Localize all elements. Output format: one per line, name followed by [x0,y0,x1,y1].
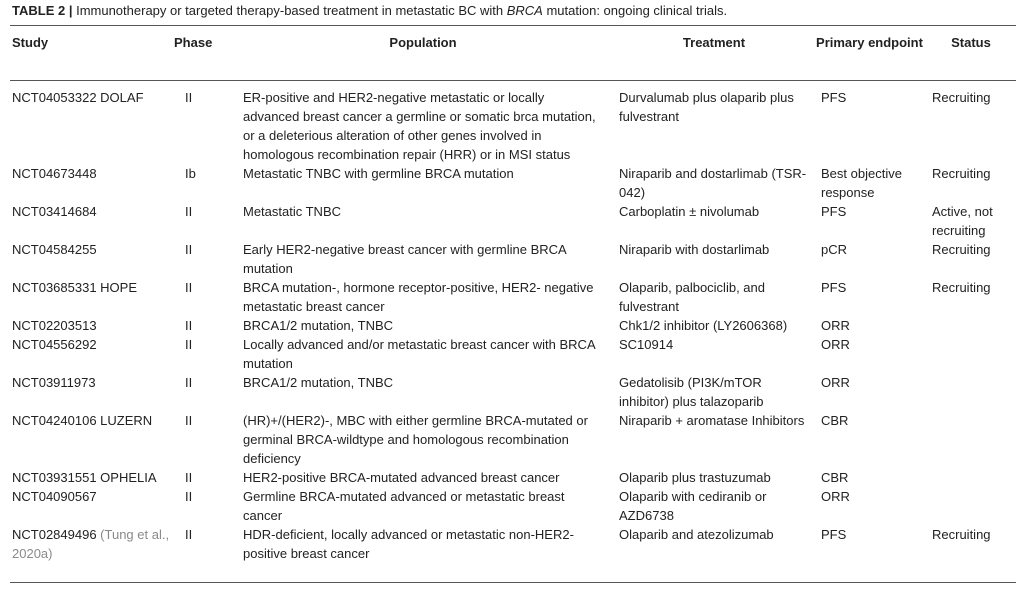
phase-value: II [185,413,193,428]
study-cell [10,335,170,373]
treatment-cell: Durvalumab plus olaparib plus fulvestrant [619,90,794,124]
table-header-row [10,30,1016,80]
population-cell: ER-positive and HER2-negative metastatic or locally advanced breast cancer a germline or somatic brca mutation, or a deleterious alteration of other genes involved in homologous recombination repair (HRR) or in MSI status [243,90,596,162]
population-cell: Metastatic TNBC [243,204,342,219]
table-row [10,335,1016,373]
phase-cell [170,278,231,316]
endpoint-cell: PFS [821,90,847,105]
population-cell: (HR)+/(HER2)-, MBC with either germline BRCA-mutated or germinal BRCA-wildtype and homologous recombination deficiency [243,413,588,466]
phase-value: Ib [185,166,196,181]
study-cell [10,240,170,278]
status-cell [926,373,1016,411]
table-row [10,487,1016,525]
study-id: NCT04556292 [12,337,97,352]
treatment-cell: Olaparib, palbociclib, and fulvestrant [619,280,765,314]
status-cell [926,487,1016,525]
phase-value: II [185,375,193,390]
header-population: Population [389,35,457,50]
top-rule [10,25,1016,26]
endpoint-cell: PFS [821,204,847,219]
population-cell: HER2-positive BRCA-mutated advanced breast cancer [243,470,560,485]
study-id: NCT04673448 [12,166,97,181]
phase-value: II [185,470,193,485]
population-cell: BRCA mutation-, hormone receptor-positive, HER2- negative metastatic breast cancer [243,280,594,314]
status-cell: Recruiting [932,242,991,257]
endpoint-cell: PFS [821,527,847,542]
endpoint-cell: ORR [821,337,850,352]
table-row [10,525,1016,563]
header-phase: Phase [174,35,213,50]
treatment-cell: Niraparib with dostarlimab [619,242,770,257]
table-row [10,80,1016,164]
phase-cell [170,411,231,468]
phase-value: II [185,280,193,295]
phase-cell [170,487,231,525]
treatment-cell: Olaparib plus trastuzumab [619,470,771,485]
phase-cell [170,80,231,164]
population-cell: Germline BRCA-mutated advanced or metastatic breast cancer [243,489,565,523]
study-id: NCT02849496 [12,527,97,542]
endpoint-cell: pCR [821,242,848,257]
phase-value: II [185,318,193,333]
treatment-cell: Olaparib with cediranib or AZD6738 [619,489,767,523]
population-cell: Metastatic TNBC with germline BRCA mutation [243,166,514,181]
table-row [10,468,1016,487]
study-cell [10,164,170,202]
bottom-rule [10,582,1016,583]
treatment-cell: Chk1/2 inhibitor (LY2606368) [619,318,788,333]
treatment-cell: Niraparib + aromatase Inhibitors [619,413,805,428]
endpoint-cell: CBR [821,413,849,428]
study-cell [10,373,170,411]
treatment-cell: SC10914 [619,337,674,352]
population-cell: Early HER2-negative breast cancer with germline BRCA mutation [243,242,566,276]
table-caption [12,3,1012,19]
study-id: NCT03911973 [12,375,96,390]
population-cell: Locally advanced and/or metastatic breast cancer with BRCA mutation [243,337,595,371]
study-cell [10,411,170,468]
population-cell: BRCA1/2 mutation, TNBC [243,318,394,333]
study-id: NCT04090567 [12,489,97,504]
phase-cell [170,373,231,411]
status-cell: Recruiting [932,166,991,181]
phase-cell [170,335,231,373]
study-cell [10,278,170,316]
study-id: NCT04240106 LUZERN [12,413,153,428]
treatment-cell: Olaparib and atezolizumab [619,527,774,542]
phase-value: II [185,527,193,542]
status-cell [926,335,1016,373]
study-id: NCT03414684 [12,204,97,219]
status-cell: Active, not recruiting [932,204,993,238]
header-primary-endpoint: Primary endpoint [816,35,923,50]
study-cell [10,525,170,563]
table-row [10,240,1016,278]
table-row [10,373,1016,411]
status-cell [926,468,1016,487]
status-cell: Recruiting [932,90,991,105]
phase-value: II [185,337,193,352]
study-cell [10,468,170,487]
endpoint-cell: PFS [821,280,847,295]
phase-value: II [185,90,193,105]
treatment-cell: Gedatolisib (PI3K/mTOR inhibitor) plus talazoparib [619,375,764,409]
status-cell [926,411,1016,468]
endpoint-cell: ORR [821,489,850,504]
study-id: NCT04053322 DOLAF [12,90,144,105]
phase-value: II [185,489,193,504]
caption-italic-gene: BRCA [506,3,543,18]
table-row [10,278,1016,316]
header-treatment: Treatment [682,35,746,50]
study-reference-link[interactable]: (Tung et al., 2020a) [12,527,170,561]
table-label: TABLE 2 | [12,3,73,18]
status-cell [926,316,1016,335]
study-id: NCT03931551 OPHELIA [12,470,157,485]
table-row [10,316,1016,335]
endpoint-cell: Best objective response [821,166,902,200]
study-id: NCT03685331 HOPE [12,280,138,295]
phase-value: II [185,242,193,257]
phase-cell [170,316,231,335]
population-cell: BRCA1/2 mutation, TNBC [243,375,394,390]
endpoint-cell: CBR [821,470,849,485]
phase-cell [170,525,231,563]
treatment-cell: Niraparib and dostarlimab (TSR-042) [619,166,807,200]
table-row [10,164,1016,202]
study-cell [10,316,170,335]
phase-cell [170,202,231,240]
caption-text-1: Immunotherapy or targeted therapy-based treatment in metastatic BC with [72,3,507,18]
phase-value: II [185,204,193,219]
caption-text-2: mutation: ongoing clinical trials. [542,3,728,18]
study-id: NCT04584255 [12,242,97,257]
treatment-cell: Carboplatin ± nivolumab [619,204,760,219]
header-status: Status [951,35,991,50]
status-cell: Recruiting [932,527,991,542]
study-cell [10,202,170,240]
header-study: Study [12,35,49,50]
phase-cell [170,164,231,202]
study-id: NCT02203513 [12,318,97,333]
study-cell [10,80,170,164]
study-cell [10,487,170,525]
endpoint-cell: ORR [821,318,850,333]
phase-cell [170,240,231,278]
table-row [10,202,1016,240]
population-cell: HDR-deficient, locally advanced or metastatic non-HER2-positive breast cancer [243,527,574,561]
table-row [10,411,1016,468]
endpoint-cell: ORR [821,375,850,390]
phase-cell [170,468,231,487]
status-cell: Recruiting [932,280,991,295]
clinical-trials-table [10,30,1016,563]
